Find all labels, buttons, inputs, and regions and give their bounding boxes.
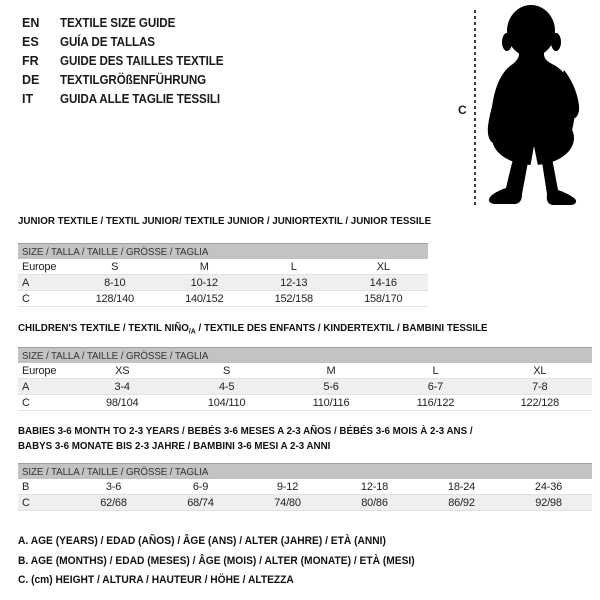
table-row-europe xyxy=(18,259,428,275)
size-header-label: SIZE / TALLA / TAILLE / GRÖSSE / TAGLIA xyxy=(22,245,209,258)
cell: 3-6 xyxy=(105,480,122,493)
cell: 62/68 xyxy=(100,496,127,509)
cell: 80/86 xyxy=(361,496,388,509)
language-title: TEXTILGRÖßENFÜHRUNG xyxy=(60,72,207,87)
row-label: Europe xyxy=(22,260,57,273)
cell: 92/98 xyxy=(535,496,562,509)
row-label: A xyxy=(22,276,30,289)
language-code: DE xyxy=(22,72,40,87)
cell: XL xyxy=(376,260,390,273)
cell: 12-13 xyxy=(280,276,308,289)
cell: 4-5 xyxy=(218,380,235,393)
cell: S xyxy=(223,364,231,377)
table-row-months xyxy=(18,479,592,495)
cell: S xyxy=(111,260,119,273)
legend-age-years: A. AGE (YEARS) / EDAD (AÑOS) / ÂGE (ANS) / ALTER (JAHRE) / ETÀ (ANNI) xyxy=(18,535,386,547)
size-header-bar xyxy=(18,243,428,259)
babies-size-table xyxy=(18,463,592,511)
legend-age-months: B. AGE (MONTHS) / EDAD (MESES) / ÂGE (MOIS) / ALTER (MONATE) / ETÀ (MESI) xyxy=(18,554,415,567)
cell: L xyxy=(290,260,297,273)
cell: 8-10 xyxy=(104,276,126,289)
cell: 10-12 xyxy=(190,276,218,289)
heading-line: BABIES 3-6 MONTH TO 2-3 YEARS / BEBÉS 3-6 MESES A 2-3 AÑOS / BÉBÉS 3-6 MOIS À 2-3 ANS / xyxy=(18,425,473,437)
language-row-fr xyxy=(22,51,236,70)
table-row-height xyxy=(18,395,592,411)
table-row-height xyxy=(18,291,428,307)
cell: L xyxy=(432,364,439,377)
row-label: Europe xyxy=(22,364,57,377)
cell: 18-24 xyxy=(447,480,476,493)
language-code: ES xyxy=(22,34,39,49)
height-measure-label: C xyxy=(458,103,467,117)
baby-silhouette-icon xyxy=(486,4,598,206)
table-row-europe xyxy=(18,363,592,379)
language-list xyxy=(22,13,236,108)
section-heading-babies xyxy=(18,424,473,454)
cell: 68/74 xyxy=(187,496,214,509)
cell: 98/104 xyxy=(105,396,139,409)
junior-size-table xyxy=(18,243,428,307)
cell: M xyxy=(199,260,209,273)
cell: 140/152 xyxy=(185,292,224,305)
cell: 74/80 xyxy=(274,496,301,509)
heading-line: BABYS 3-6 MONATE BIS 2-3 JAHRE / BAMBINI 3-6 MESI A 2-3 ANNI xyxy=(18,440,331,452)
language-code: IT xyxy=(22,91,34,106)
cell: 116/122 xyxy=(416,396,455,409)
cell: 104/110 xyxy=(207,396,246,409)
cell: 7-8 xyxy=(532,380,548,393)
section-heading-children xyxy=(18,321,488,339)
cell: 14-16 xyxy=(369,276,397,289)
cell: 128/140 xyxy=(95,292,134,305)
language-row-en xyxy=(22,13,236,32)
cell: 6-9 xyxy=(192,480,209,493)
row-label: C xyxy=(22,292,30,305)
language-row-de xyxy=(22,70,236,89)
row-label: A xyxy=(22,380,30,393)
measurement-legend xyxy=(18,535,415,594)
legend-height: C. (cm) HEIGHT / ALTURA / HAUTEUR / HÖHE / ALTEZZA xyxy=(18,574,294,586)
row-label: C xyxy=(22,396,30,409)
cell: XL xyxy=(533,364,547,377)
cell: 6-7 xyxy=(427,380,444,393)
cell: XS xyxy=(115,364,130,377)
table-row-age xyxy=(18,275,428,291)
table-row-height xyxy=(18,495,592,511)
language-code: FR xyxy=(22,53,39,68)
row-label: C xyxy=(22,496,30,509)
children-size-table xyxy=(18,347,592,411)
table-row-age xyxy=(18,379,592,395)
size-header-label: SIZE / TALLA / TAILLE / GRÖSSE / TAGLIA xyxy=(22,349,209,362)
size-header-label: SIZE / TALLA / TAILLE / GRÖSSE / TAGLIA xyxy=(22,465,209,478)
language-code: EN xyxy=(22,15,40,30)
cell: 5-6 xyxy=(323,380,339,393)
row-label: B xyxy=(22,480,30,493)
cell: 12-18 xyxy=(360,480,389,493)
language-title: TEXTILE SIZE GUIDE xyxy=(60,15,176,30)
heading-text: CHILDREN'S TEXTILE / TEXTIL NIÑO xyxy=(18,322,189,334)
language-title: GUIDA ALLE TAGLIE TESSILI xyxy=(60,91,221,106)
heading-text: / TEXTILE DES ENFANTS / KINDERTEXTIL / BAMBINI TESSILE xyxy=(195,322,488,334)
cell: 110/116 xyxy=(312,396,350,409)
cell: M xyxy=(326,364,336,377)
cell: 3-4 xyxy=(114,380,130,393)
cell: 122/128 xyxy=(520,396,560,409)
size-header-bar xyxy=(18,347,592,363)
heading-subscript: /A xyxy=(188,326,196,336)
language-title: GUÍA DE TALLAS xyxy=(60,34,155,49)
language-row-it xyxy=(22,89,236,108)
size-header-bar xyxy=(18,463,592,479)
language-title: GUIDE DES TAILLES TEXTILE xyxy=(60,53,224,68)
cell: 24-36 xyxy=(534,480,563,493)
cell: 86/92 xyxy=(448,496,475,509)
height-dashed-line xyxy=(474,10,476,208)
section-heading-junior: JUNIOR TEXTILE / TEXTIL JUNIOR/ TEXTILE JUNIOR / JUNIORTEXTIL / JUNIOR TESSILE xyxy=(18,215,432,227)
cell: 158/170 xyxy=(364,292,403,305)
cell: 9-12 xyxy=(276,480,299,493)
cell: 152/158 xyxy=(274,292,313,305)
language-row-es xyxy=(22,32,236,51)
